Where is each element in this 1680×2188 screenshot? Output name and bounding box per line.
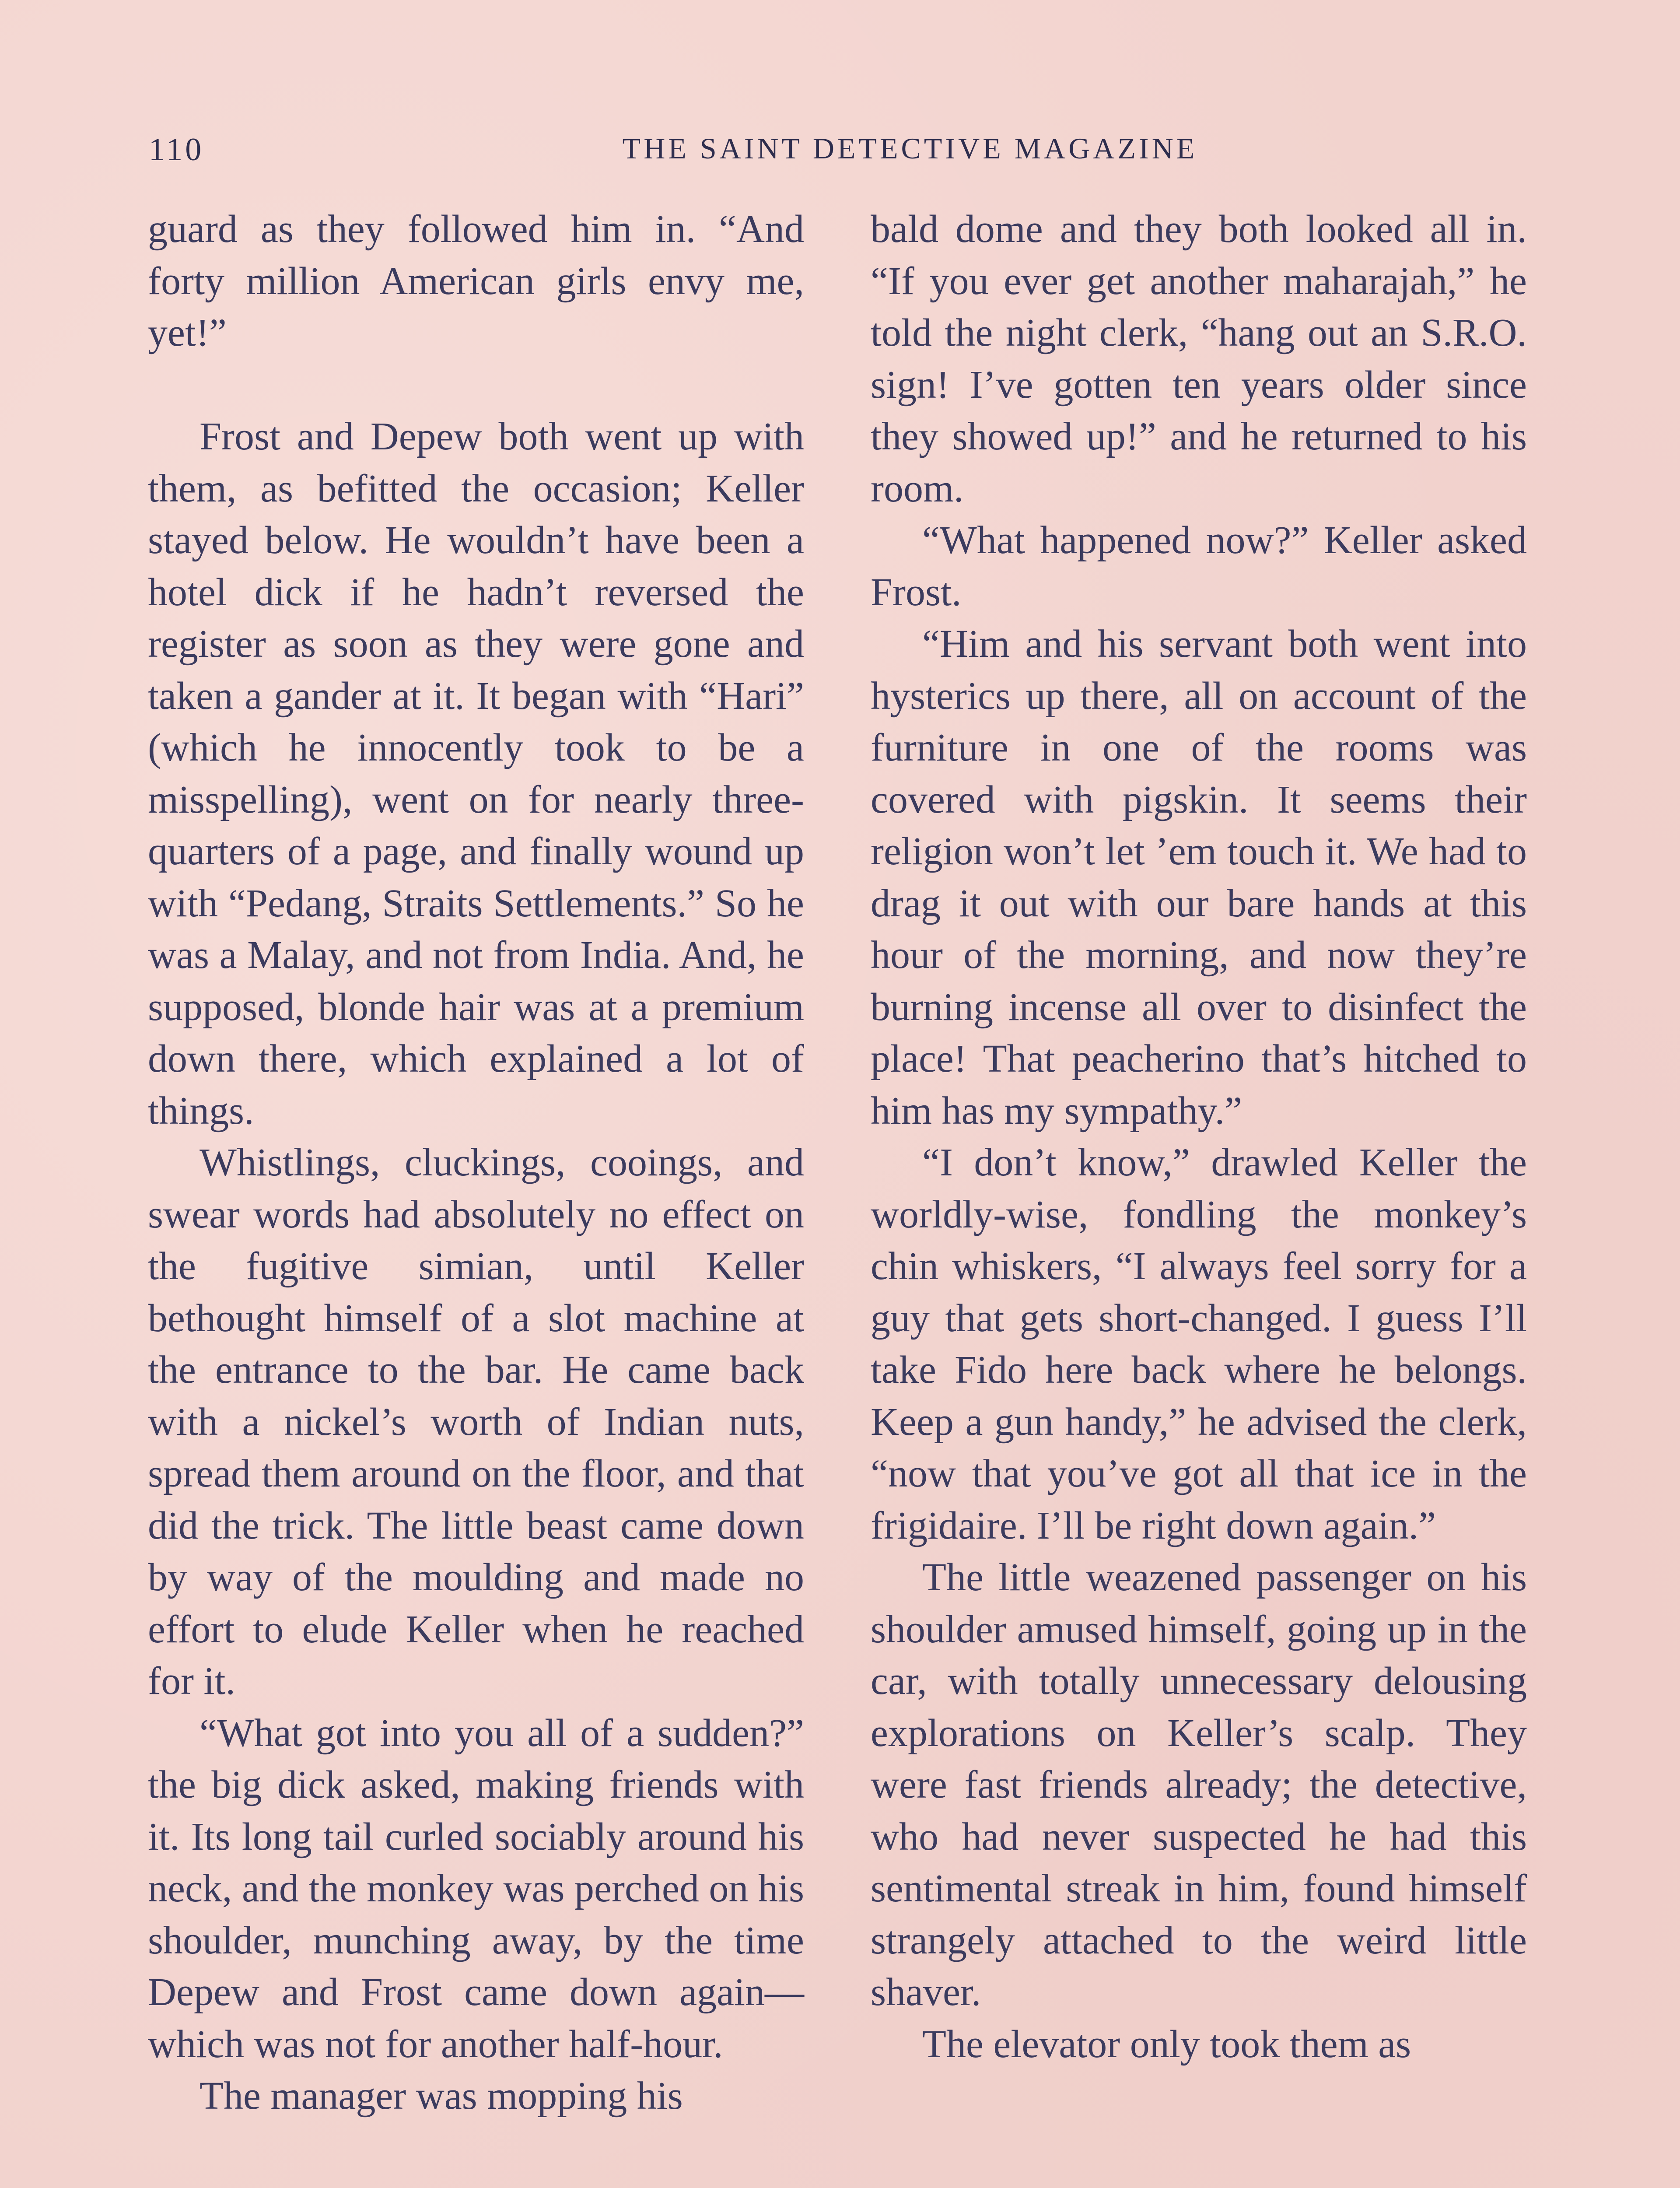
paragraph: “What happened now?” Keller asked Frost. [871, 519, 1527, 614]
paragraph: The elevator only took them as [922, 2022, 1411, 2066]
paragraph: Whistlings, cluckings, cooings, and swear words had absolutely no effect on the fugitive simian, until Keller bethought himself of a slot machine at the entrance to the bar. He came back with a nickel’s worth of Indian nuts, spread them around on the floor, and that did the trick. The little beast came down by way of the moulding and made no effort to elude Keller when he reached for it. [148, 1141, 804, 1703]
paragraph: “Him and his servant both went into hysterics up there, all on account of the furniture in one of the rooms was covered with pigskin. It seems their religion won’t let ’em touch it. We had to drag it out with our bare hands at this hour of the morning, and now they’re burning incense all over to disinfect the place! That peacherino that’s hitched to him has my sympathy.” [871, 622, 1527, 1133]
paragraph: bald dome and they both looked all in. “If you ever get another maharajah,” he told the night clerk, “hang out an S.R.O. sign! I’ve gotten ten years older since they showed up!” and he returned to his room. [871, 207, 1527, 510]
running-head: THE SAINT DETECTIVE MAGAZINE [622, 132, 1198, 165]
page-header [149, 131, 1536, 179]
paragraph: guard as they followed him in. “And forty million American girls envy me, yet!” [148, 207, 804, 354]
left-column [148, 203, 804, 2122]
page-number: 110 [149, 132, 204, 168]
paragraph: The manager was mopping his [200, 2074, 683, 2118]
paragraph: The little weazened passenger on his shoulder amused himself, going up in the car, with totally unnecessary delousing explorations on Keller’s scalp. They were fast friends already; the detective, who had never suspected he had this sentimental streak in him, found himself strangely attached to the weird little shaver. [871, 1556, 1527, 2014]
paragraph: “What got into you all of a sudden?” the big dick asked, making friends with it. Its long tail curled sociably around his neck, and the monkey was perched on his shoulder, munching away, by the time Depew and Frost came down again—which was not for another half-hour. [148, 1711, 804, 2066]
right-column [871, 203, 1527, 2070]
paragraph: Frost and Depew both went up with them, as befitted the occasion; Keller stayed below. He wouldn’t have been a hotel dick if he hadn’t reversed the register as soon as they were gone and taken a gander at it. It began with “Hari” (which he innocently took to be a misspelling), went on for nearly three-quarters of a page, and finally wound up with “Pedang, Straits Settlements.” So he was a Malay, and not from India. And, he supposed, blonde hair was at a premium down there, which explained a lot of things. [148, 415, 804, 1133]
paragraph: “I don’t know,” drawled Keller the worldly-wise, fondling the monkey’s chin whiskers, “I always feel sorry for a guy that gets short-changed. I guess I’ll take Fido here back where he belongs. Keep a gun handy,” he advised the clerk, “now that you’ve got all that ice in the frigidaire. I’ll be right down again.” [871, 1141, 1527, 1547]
